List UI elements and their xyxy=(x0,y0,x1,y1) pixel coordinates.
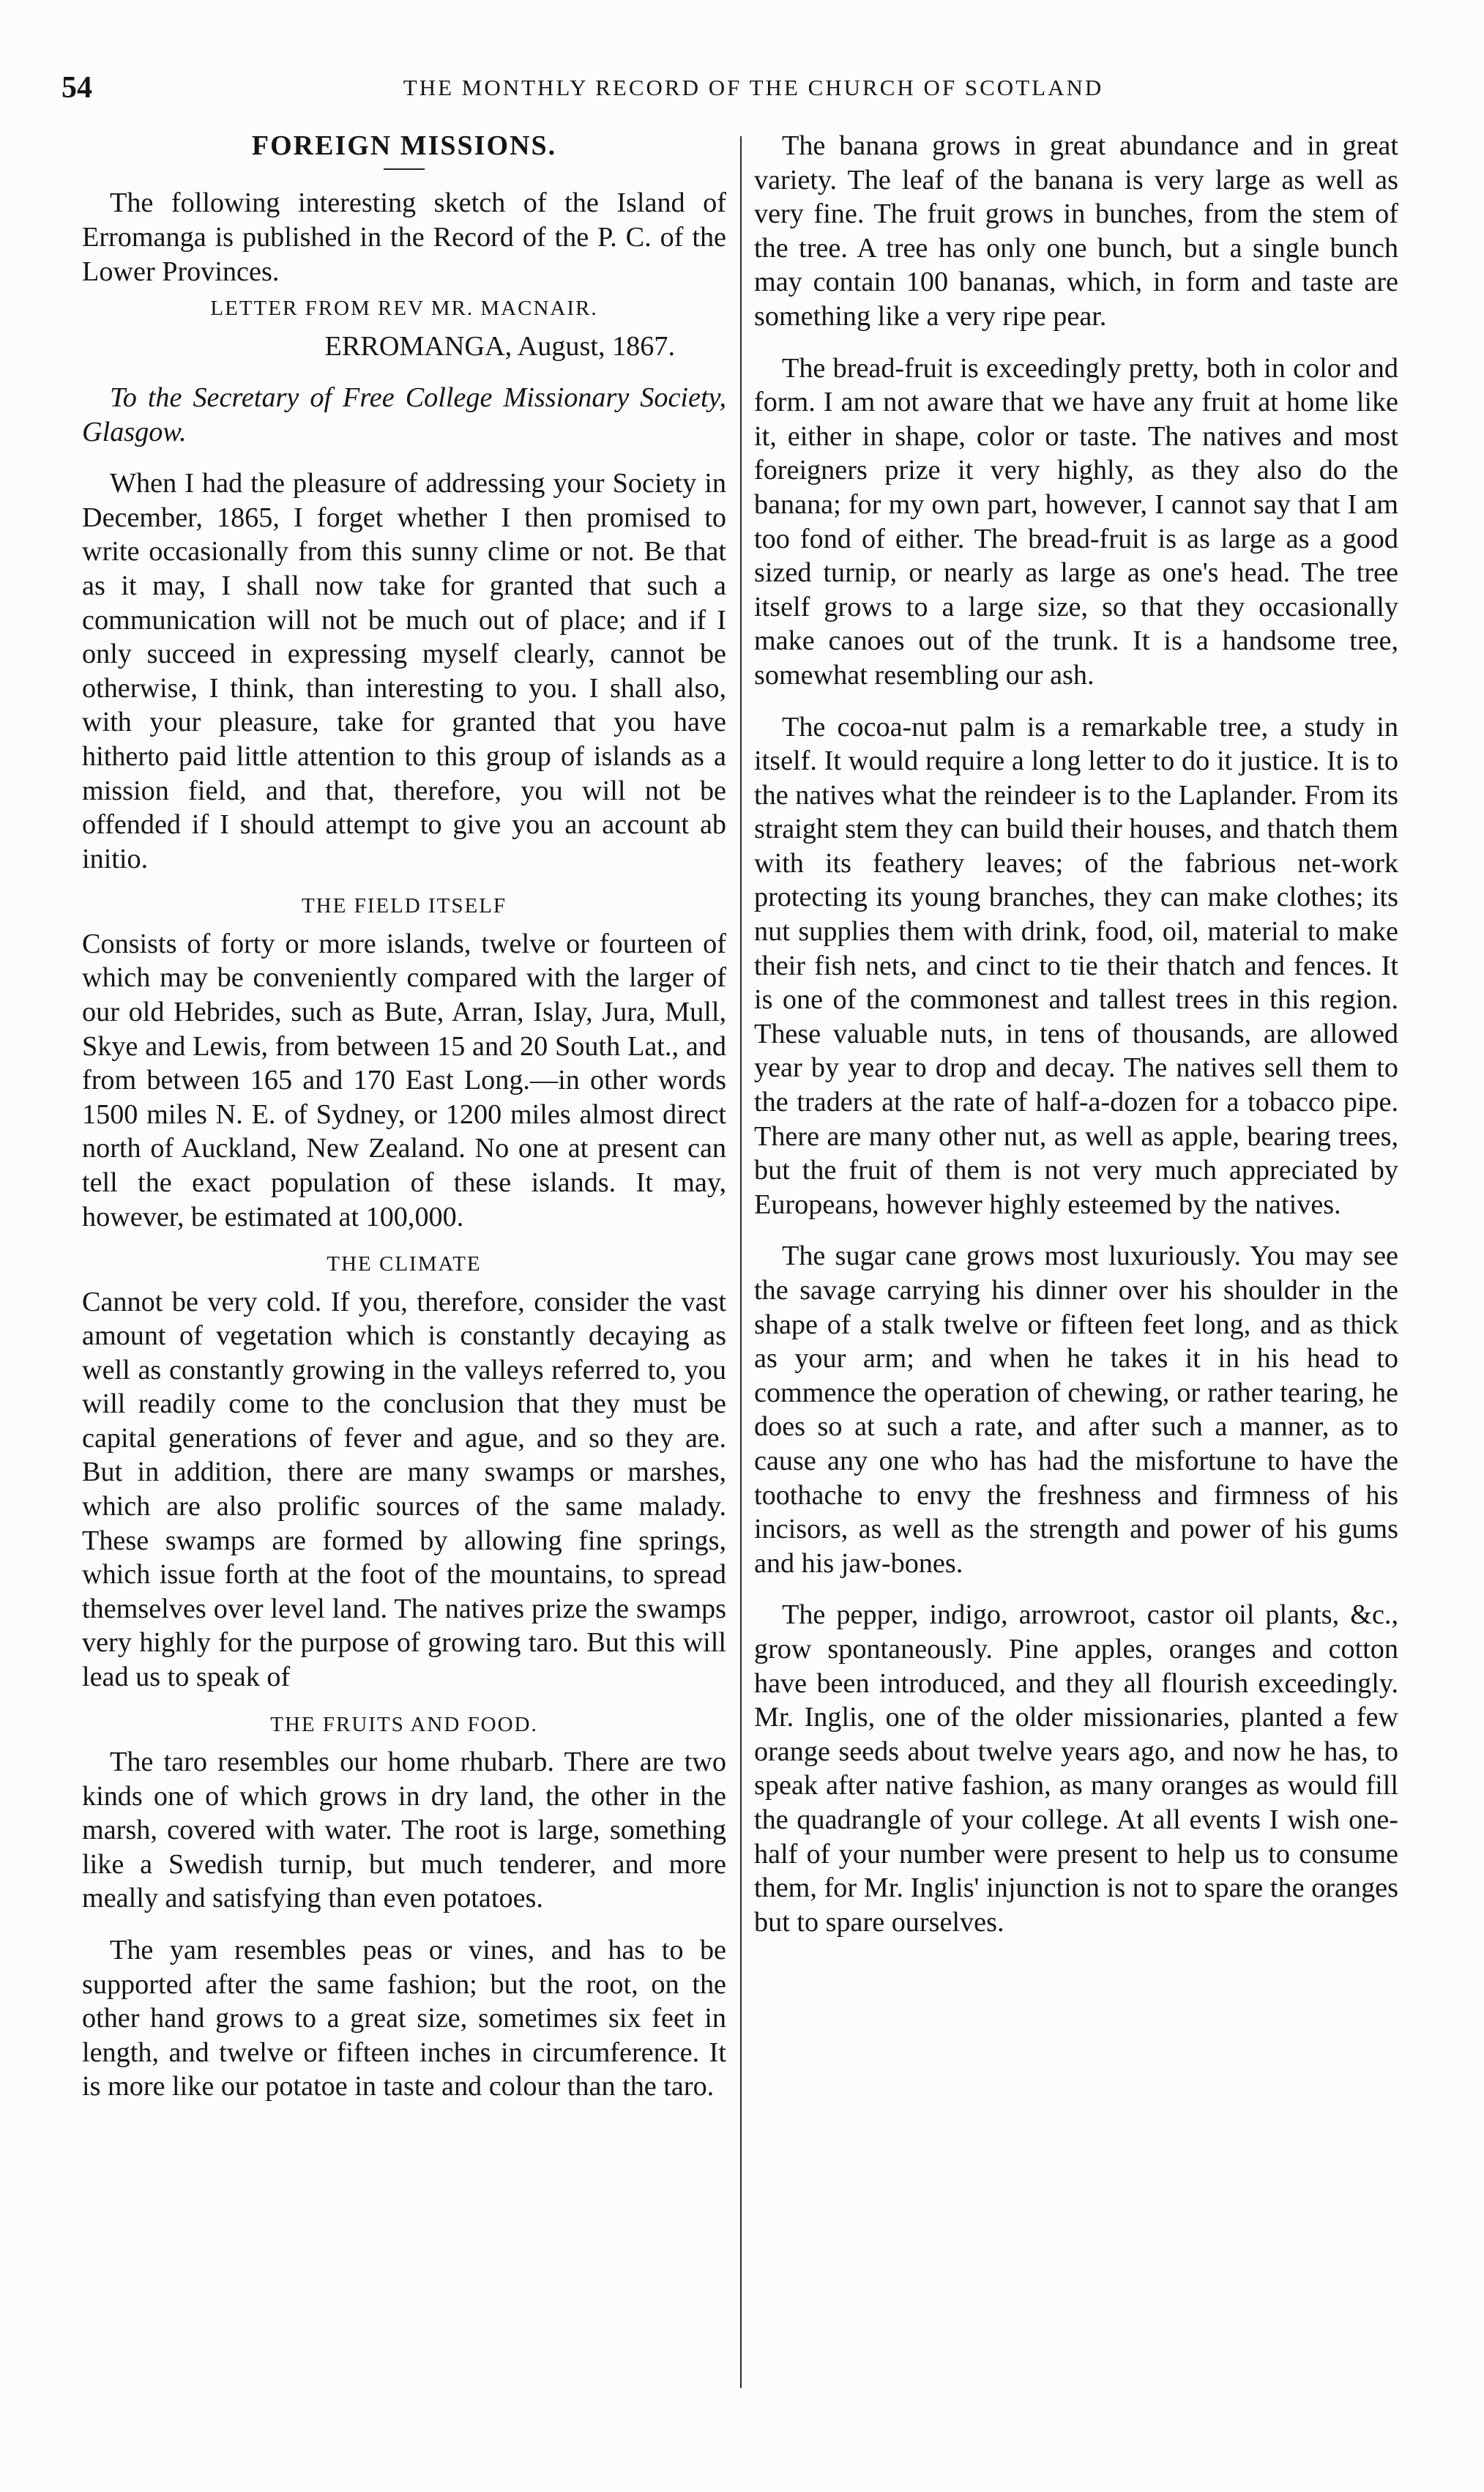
section-heading: FOREIGN MISSIONS. xyxy=(251,130,557,161)
salutation: To the Secretary of Free College Missionary Society, Glasgow. xyxy=(82,382,726,447)
subheading-climate: THE CLIMATE xyxy=(327,1252,482,1276)
body-paragraph: The yam resembles peas or vines, and has to be supported after the same fashion; but the root, on the other hand grows to a great size, sometimes six feet in length, and twelve or fifteen inches in circumference. It is more like our potatoe in taste and colour than the taro. xyxy=(82,1934,726,2102)
dateline: ERROMANGA, August, 1867. xyxy=(324,330,675,362)
running-header xyxy=(61,70,1401,114)
body-paragraph: The sugar cane grows most luxuriously. You may see the savage carrying his dinner over his shoulder in the shape of a stalk twelve or fifteen feet long, and as thick as your arm; and when he takes it in his head to commence the operation of chewing, or rather tearing, he does so at such a rate, and after such a manner, as to cause any one who has had the misfortune to have the toothache to envy the freshness and firmness of his incisors, as well as the strength and power of his gums and his jaw-bones. xyxy=(754,1241,1398,1579)
body-paragraph: The cocoa-nut palm is a remarkable tree, a study in itself. It would require a long letter to do it justice. It is to the natives what the reindeer is to the Laplander. From its straight stem they can build their houses, and thatch them with its feathery leaves; of the fabrious net-work protecting its young branches, they can make clothes; its nut supplies them with drink, food, oil, material to make their fish nets, and cinct to tie their thatch and fences. It is one of the commonest and tallest trees in this region. These valuable nuts, in tens of thousands, are allowed year by year to drop and decay. The natives sell them to the traders at the rate of half-a-dozen for a tobacco pipe. There are many other nut, as well as apple, bearing trees, but the fruit of them is not very much appreciated by Europeans, however highly esteemed by the natives. xyxy=(754,711,1398,1220)
journal-title: THE MONTHLY RECORD OF THE CHURCH OF SCOTLAND xyxy=(403,75,1104,100)
body-paragraph: Cannot be very cold. If you, therefore, consider the vast amount of vegetation which is constantly decaying as well as constantly growing in the valleys referred to, you will readily come to the conclusion that they must be capital generations of fever and ague, and so they are. But in addition, there are many swamps or marshes, which are also prolific sources of the same malady. These swamps are formed by allowing fine springs, which issue forth at the foot of the mountains, to spread themselves over level land. The natives prize the swamps very highly for the purpose of growing taro. But this will lead us to speak of xyxy=(82,1286,726,1693)
right-column xyxy=(754,129,1398,1957)
column-divider xyxy=(740,136,742,2388)
heading-rule xyxy=(384,168,425,170)
page-number: 54 xyxy=(61,71,92,105)
letter-heading: LETTER FROM REV MR. MACNAIR. xyxy=(210,297,598,321)
body-paragraph: The taro resembles our home rhubarb. There are two kinds one of which grows in dry land, the other in the marsh, covered with water. The root is large, something like a Swedish turnip, but much tenderer, and more meally and satisfying than even potatoes. xyxy=(82,1747,726,1914)
body-paragraph: The bread-fruit is exceedingly pretty, both in color and form. I am not aware that we have any fruit at home like it, either in shape, color or taste. The natives and most foreigners prize it very highly, as they also do the banana; for my own part, however, I cannot say that I am too fond of either. The bread-fruit is as large as a good sized turnip, or nearly as large as one's head. The tree itself grows to a large size, so that they occasionally make canoes out of the trunk. It is a handsome tree, somewhat resembling our ash. xyxy=(754,352,1398,691)
left-column xyxy=(82,129,726,2121)
subheading-fruits: THE FRUITS AND FOOD. xyxy=(270,1712,538,1736)
body-paragraph: The pepper, indigo, arrowroot, castor oil plants, &c., grow spontaneously. Pine apples, oranges and cotton have been introduced, and they all flourish exceedingly. Mr. Inglis, one of the older missionaries, planted a few orange seeds about twelve years ago, and now he has, to speak after native fashion, as many oranges as would fill the quadrangle of your college. At all events I wish one-half of your number were present to help us to consume them, for Mr. Inglis' injunction is not to spare the oranges but to spare ourselves. xyxy=(754,1599,1398,1938)
body-paragraph: The banana grows in great abundance and in great variety. The leaf of the banana is very large as well as very fine. The fruit grows in bunches, from the stem of the tree. A tree has only one bunch, but a single bunch may contain 100 bananas, which, in form and taste are something like a very ripe pear. xyxy=(754,130,1398,332)
subheading-field: THE FIELD ITSELF xyxy=(301,894,507,918)
intro-paragraph: The following interesting sketch of the Island of Erromanga is published in the Record of the P. C. of the Lower Provinces. xyxy=(82,187,726,287)
body-paragraph: Consists of forty or more islands, twelve or fourteen of which may be conveniently compared with the larger of our old Hebrides, such as Bute, Arran, Islay, Jura, Mull, Skye and Lewis, from between 15 and 20 South Lat., and from between 165 and 170 East Long.—in other words 1500 miles N. E. of Sydney, or 1200 miles almost direct north of Auckland, New Zealand. No one at present can tell the exact population of these islands. It may, however, be estimated at 100,000. xyxy=(82,928,726,1232)
body-paragraph: When I had the pleasure of addressing your Society in December, 1865, I forget whether I then promised to write occasionally from this sunny clime or not. Be that as it may, I shall now take for granted that such a communication will not be much out of place; and if I only succeed in expressing myself clearly, cannot be otherwise, I think, than interesting to you. I shall also, with your pleasure, take for granted that you have hitherto paid little attention to this group of islands as a mission field, and that, therefore, you will not be offended if I should attempt to give you an account ab initio. xyxy=(82,468,726,874)
